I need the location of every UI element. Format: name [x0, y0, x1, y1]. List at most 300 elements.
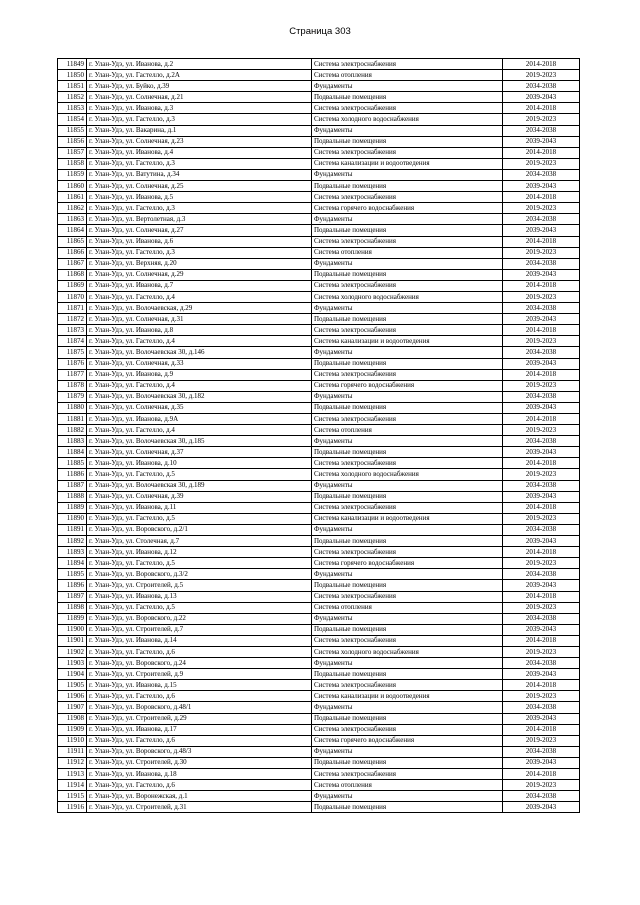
address-cell: г. Улан-Удэ, ул. Волочаевская 30, д.189: [87, 480, 312, 491]
page-title: Страница 303: [289, 26, 351, 37]
period-cell: 2034-2038: [503, 125, 580, 136]
table-row: [58, 547, 580, 558]
address-cell: г. Улан-Удэ, ул. Солнечная, д.25: [87, 181, 312, 192]
row-number: 11908: [58, 713, 87, 724]
system-cell: Система электроснабжения: [312, 414, 503, 425]
row-number: 11899: [58, 613, 87, 624]
address-cell: г. Улан-Удэ, ул. Иванова, д.15: [87, 680, 312, 691]
period-cell: 2014-2018: [503, 414, 580, 425]
table-row: [58, 214, 580, 225]
system-cell: Фундаменты: [312, 169, 503, 180]
period-cell: 2039-2043: [503, 358, 580, 369]
table-row: [58, 502, 580, 513]
address-cell: г. Улан-Удэ, ул. Иванова, д.9А: [87, 414, 312, 425]
system-cell: Подвальные помещения: [312, 757, 503, 768]
table-row: [58, 680, 580, 691]
table-row: [58, 169, 580, 180]
period-cell: 2034-2038: [503, 258, 580, 269]
row-number: 11880: [58, 402, 87, 413]
row-number: 11878: [58, 380, 87, 391]
address-cell: г. Улан-Удэ, ул. Иванова, д.9: [87, 369, 312, 380]
system-cell: Система горячего водоснабжения: [312, 735, 503, 746]
system-cell: Подвальные помещения: [312, 136, 503, 147]
system-cell: Система электроснабжения: [312, 769, 503, 780]
system-cell: Подвальные помещения: [312, 225, 503, 236]
system-cell: Система отопления: [312, 70, 503, 81]
row-number: 11861: [58, 192, 87, 203]
period-cell: 2014-2018: [503, 103, 580, 114]
address-cell: г. Улан-Удэ, ул. Гастелло, д.5: [87, 602, 312, 613]
table-row: [58, 491, 580, 502]
row-number: 11856: [58, 136, 87, 147]
system-cell: Фундаменты: [312, 436, 503, 447]
table-row: [58, 380, 580, 391]
row-number: 11893: [58, 547, 87, 558]
period-cell: 2019-2023: [503, 735, 580, 746]
row-number: 11887: [58, 480, 87, 491]
system-cell: Система электроснабжения: [312, 59, 503, 70]
table-row: [58, 125, 580, 136]
address-cell: г. Улан-Удэ, ул. Строителей, д.30: [87, 757, 312, 768]
address-cell: г. Улан-Удэ, ул. Солнечная, д.23: [87, 136, 312, 147]
system-cell: Система холодного водоснабжения: [312, 646, 503, 657]
table-row: [58, 391, 580, 402]
table-row: [58, 402, 580, 413]
row-number: 11863: [58, 214, 87, 225]
system-cell: Подвальные помещения: [312, 713, 503, 724]
address-cell: г. Улан-Удэ, ул. Верхняя, д.20: [87, 258, 312, 269]
address-cell: г. Улан-Удэ, ул. Солнечная, д.31: [87, 314, 312, 325]
table-row: [58, 669, 580, 680]
address-cell: г. Улан-Удэ, ул. Воровского, д.48/1: [87, 702, 312, 713]
table-row: [58, 513, 580, 524]
system-cell: Система электроснабжения: [312, 547, 503, 558]
system-cell: Система канализации и водоотведения: [312, 513, 503, 524]
table-row: [58, 580, 580, 591]
row-number: 11892: [58, 536, 87, 547]
period-cell: 2039-2043: [503, 314, 580, 325]
address-cell: г. Улан-Удэ, ул. Гастелло, д.6: [87, 780, 312, 791]
table-row: [58, 702, 580, 713]
row-number: 11909: [58, 724, 87, 735]
row-number: 11889: [58, 502, 87, 513]
system-cell: Система канализации и водоотведения: [312, 336, 503, 347]
row-number: 11884: [58, 447, 87, 458]
system-cell: Фундаменты: [312, 613, 503, 624]
address-cell: г. Улан-Удэ, ул. Гастелло, д.6: [87, 646, 312, 657]
table-row: [58, 258, 580, 269]
row-number: 11868: [58, 269, 87, 280]
address-cell: г. Улан-Удэ, ул. Гастелло, д.4: [87, 336, 312, 347]
period-cell: 2039-2043: [503, 402, 580, 413]
table-row: [58, 635, 580, 646]
address-cell: г. Улан-Удэ, ул. Гастелло, д.3: [87, 247, 312, 258]
period-cell: 2034-2038: [503, 702, 580, 713]
row-number: 11890: [58, 513, 87, 524]
period-cell: 2034-2038: [503, 480, 580, 491]
table-row: [58, 414, 580, 425]
address-cell: г. Улан-Удэ, ул. Иванова, д.7: [87, 280, 312, 291]
row-number: 11850: [58, 70, 87, 81]
period-cell: 2019-2023: [503, 247, 580, 258]
address-cell: г. Улан-Удэ, ул. Гастелло, д.6: [87, 735, 312, 746]
row-number: 11888: [58, 491, 87, 502]
table-row: [58, 558, 580, 569]
system-cell: Система электроснабжения: [312, 635, 503, 646]
table-row: [58, 447, 580, 458]
system-cell: Система горячего водоснабжения: [312, 558, 503, 569]
row-number: 11904: [58, 669, 87, 680]
period-cell: 2034-2038: [503, 658, 580, 669]
address-cell: г. Улан-Удэ, ул. Воровского, д.24: [87, 658, 312, 669]
table-row: [58, 436, 580, 447]
row-number: 11894: [58, 558, 87, 569]
table-row: [58, 480, 580, 491]
row-number: 11913: [58, 769, 87, 780]
system-cell: Система электроснабжения: [312, 502, 503, 513]
system-cell: Фундаменты: [312, 258, 503, 269]
period-cell: 2019-2023: [503, 602, 580, 613]
period-cell: 2034-2038: [503, 303, 580, 314]
period-cell: 2019-2023: [503, 513, 580, 524]
period-cell: 2034-2038: [503, 391, 580, 402]
system-cell: Система электроснабжения: [312, 103, 503, 114]
address-cell: г. Улан-Удэ, ул. Гастелло, д.3: [87, 203, 312, 214]
table-row: [58, 314, 580, 325]
row-number: 11883: [58, 436, 87, 447]
row-number: 11875: [58, 347, 87, 358]
system-cell: Подвальные помещения: [312, 181, 503, 192]
period-cell: 2014-2018: [503, 769, 580, 780]
address-cell: г. Улан-Удэ, ул. Иванова, д.8: [87, 325, 312, 336]
system-cell: Подвальные помещения: [312, 669, 503, 680]
period-cell: 2019-2023: [503, 691, 580, 702]
row-number: 11865: [58, 236, 87, 247]
system-cell: Система электроснабжения: [312, 724, 503, 735]
system-cell: Фундаменты: [312, 391, 503, 402]
address-cell: г. Улан-Удэ, ул. Солнечная, д.39: [87, 491, 312, 502]
period-cell: 2034-2038: [503, 81, 580, 92]
period-cell: 2019-2023: [503, 425, 580, 436]
address-cell: г. Улан-Удэ, ул. Иванова, д.18: [87, 769, 312, 780]
system-cell: Фундаменты: [312, 658, 503, 669]
period-cell: 2019-2023: [503, 203, 580, 214]
system-cell: Подвальные помещения: [312, 402, 503, 413]
system-cell: Подвальные помещения: [312, 269, 503, 280]
row-number: 11912: [58, 757, 87, 768]
row-number: 11860: [58, 181, 87, 192]
table-row: [58, 158, 580, 169]
system-cell: Подвальные помещения: [312, 536, 503, 547]
period-cell: 2034-2038: [503, 169, 580, 180]
period-cell: 2019-2023: [503, 336, 580, 347]
address-cell: г. Улан-Удэ, ул. Иванова, д.12: [87, 547, 312, 558]
row-number: 11901: [58, 635, 87, 646]
row-number: 11886: [58, 469, 87, 480]
row-number: 11852: [58, 92, 87, 103]
system-cell: Система холодного водоснабжения: [312, 469, 503, 480]
table-row: [58, 780, 580, 791]
table-row: [58, 103, 580, 114]
row-number: 11903: [58, 658, 87, 669]
address-cell: г. Улан-Удэ, ул. Солнечная, д.33: [87, 358, 312, 369]
period-cell: 2039-2043: [503, 92, 580, 103]
row-number: 11867: [58, 258, 87, 269]
period-cell: 2014-2018: [503, 547, 580, 558]
system-cell: Система канализации и водоотведения: [312, 691, 503, 702]
system-cell: Фундаменты: [312, 214, 503, 225]
row-number: 11905: [58, 680, 87, 691]
row-number: 11895: [58, 569, 87, 580]
table-row: [58, 624, 580, 635]
period-cell: 2034-2038: [503, 436, 580, 447]
period-cell: 2039-2043: [503, 624, 580, 635]
address-cell: г. Улан-Удэ, ул. Иванова, д.5: [87, 192, 312, 203]
table-row: [58, 92, 580, 103]
table-row: [58, 247, 580, 258]
row-number: 11864: [58, 225, 87, 236]
row-number: 11853: [58, 103, 87, 114]
table-row: [58, 303, 580, 314]
table-row: [58, 569, 580, 580]
table-row: [58, 325, 580, 336]
system-cell: Подвальные помещения: [312, 314, 503, 325]
address-cell: г. Улан-Удэ, ул. Солнечная, д.27: [87, 225, 312, 236]
system-cell: Система электроснабжения: [312, 325, 503, 336]
table-row: [58, 791, 580, 802]
address-cell: г. Улан-Удэ, ул. Гастелло, д.4: [87, 380, 312, 391]
period-cell: 2014-2018: [503, 680, 580, 691]
row-number: 11898: [58, 602, 87, 613]
table-row: [58, 746, 580, 757]
address-cell: г. Улан-Удэ, ул. Волочаевская 30, д.182: [87, 391, 312, 402]
table-row: [58, 192, 580, 203]
address-cell: г. Улан-Удэ, ул. Солнечная, д.29: [87, 269, 312, 280]
table-row: [58, 646, 580, 657]
address-cell: г. Улан-Удэ, ул. Гастелло, д.5: [87, 558, 312, 569]
row-number: 11900: [58, 624, 87, 635]
row-number: 11906: [58, 691, 87, 702]
table-row: [58, 713, 580, 724]
system-cell: Система электроснабжения: [312, 591, 503, 602]
registry-table: [57, 58, 580, 813]
address-cell: г. Улан-Удэ, ул. Волочаевская 30, д.185: [87, 436, 312, 447]
period-cell: 2039-2043: [503, 580, 580, 591]
period-cell: 2039-2043: [503, 225, 580, 236]
system-cell: Система холодного водоснабжения: [312, 291, 503, 302]
address-cell: г. Улан-Удэ, ул. Воровского, д.2/1: [87, 524, 312, 535]
period-cell: 2014-2018: [503, 458, 580, 469]
system-cell: Система холодного водоснабжения: [312, 114, 503, 125]
period-cell: 2014-2018: [503, 635, 580, 646]
table-row: [58, 136, 580, 147]
period-cell: 2039-2043: [503, 536, 580, 547]
system-cell: Подвальные помещения: [312, 447, 503, 458]
period-cell: 2014-2018: [503, 280, 580, 291]
row-number: 11881: [58, 414, 87, 425]
row-number: 11896: [58, 580, 87, 591]
row-number: 11885: [58, 458, 87, 469]
table-row: [58, 802, 580, 813]
address-cell: г. Улан-Удэ, ул. Строителей, д.7: [87, 624, 312, 635]
table-row: [58, 757, 580, 768]
period-cell: 2019-2023: [503, 70, 580, 81]
period-cell: 2039-2043: [503, 136, 580, 147]
system-cell: Фундаменты: [312, 702, 503, 713]
table-row: [58, 591, 580, 602]
address-cell: г. Улан-Удэ, ул. Волочаевская 30, д.146: [87, 347, 312, 358]
table-row: [58, 236, 580, 247]
address-cell: г. Улан-Удэ, ул. Солнечная, д.37: [87, 447, 312, 458]
system-cell: Подвальные помещения: [312, 92, 503, 103]
period-cell: 2019-2023: [503, 380, 580, 391]
system-cell: Система горячего водоснабжения: [312, 380, 503, 391]
period-cell: 2014-2018: [503, 591, 580, 602]
period-cell: 2039-2043: [503, 757, 580, 768]
row-number: 11907: [58, 702, 87, 713]
table-row: [58, 114, 580, 125]
table-row: [58, 524, 580, 535]
system-cell: Система электроснабжения: [312, 680, 503, 691]
address-cell: г. Улан-Удэ, ул. Гастелло, д.3: [87, 158, 312, 169]
address-cell: г. Улан-Удэ, ул. Иванова, д.4: [87, 147, 312, 158]
row-number: 11891: [58, 524, 87, 535]
address-cell: г. Улан-Удэ, ул. Строителей, д.5: [87, 580, 312, 591]
system-cell: Подвальные помещения: [312, 580, 503, 591]
row-number: 11902: [58, 646, 87, 657]
table-row: [58, 81, 580, 92]
address-cell: г. Улан-Удэ, ул. Строителей, д.29: [87, 713, 312, 724]
address-cell: г. Улан-Удэ, ул. Гастелло, д.6: [87, 691, 312, 702]
system-cell: Система горячего водоснабжения: [312, 203, 503, 214]
period-cell: 2039-2043: [503, 447, 580, 458]
table-row: [58, 269, 580, 280]
period-cell: 2039-2043: [503, 491, 580, 502]
row-number: 11855: [58, 125, 87, 136]
system-cell: Система отопления: [312, 425, 503, 436]
system-cell: Система электроснабжения: [312, 458, 503, 469]
system-cell: Фундаменты: [312, 125, 503, 136]
period-cell: 2039-2043: [503, 669, 580, 680]
row-number: 11873: [58, 325, 87, 336]
row-number: 11858: [58, 158, 87, 169]
address-cell: г. Улан-Удэ, ул. Вертолетная, д.3: [87, 214, 312, 225]
table-row: [58, 347, 580, 358]
row-number: 11914: [58, 780, 87, 791]
address-cell: г. Улан-Удэ, ул. Строителей, д.31: [87, 802, 312, 813]
period-cell: 2014-2018: [503, 724, 580, 735]
system-cell: Система отопления: [312, 602, 503, 613]
row-number: 11877: [58, 369, 87, 380]
system-cell: Фундаменты: [312, 746, 503, 757]
row-number: 11869: [58, 280, 87, 291]
address-cell: г. Улан-Удэ, ул. Воровского, д.3/2: [87, 569, 312, 580]
period-cell: 2039-2043: [503, 181, 580, 192]
row-number: 11870: [58, 291, 87, 302]
table-row: [58, 735, 580, 746]
address-cell: г. Улан-Удэ, ул. Иванова, д.14: [87, 635, 312, 646]
row-number: 11897: [58, 591, 87, 602]
system-cell: Система электроснабжения: [312, 280, 503, 291]
row-number: 11874: [58, 336, 87, 347]
row-number: 11915: [58, 791, 87, 802]
period-cell: 2019-2023: [503, 158, 580, 169]
address-cell: г. Улан-Удэ, ул. Волочаевская, д.29: [87, 303, 312, 314]
row-number: 11911: [58, 746, 87, 757]
table-row: [58, 181, 580, 192]
period-cell: 2034-2038: [503, 569, 580, 580]
system-cell: Фундаменты: [312, 347, 503, 358]
period-cell: 2034-2038: [503, 746, 580, 757]
table-row: [58, 225, 580, 236]
table-row: [58, 724, 580, 735]
address-cell: г. Улан-Удэ, ул. Иванова, д.11: [87, 502, 312, 513]
period-cell: 2039-2043: [503, 269, 580, 280]
period-cell: 2019-2023: [503, 646, 580, 657]
address-cell: г. Улан-Удэ, ул. Гастелло, д.4: [87, 425, 312, 436]
period-cell: 2034-2038: [503, 613, 580, 624]
address-cell: г. Улан-Удэ, ул. Иванова, д.2: [87, 59, 312, 70]
address-cell: г. Улан-Удэ, ул. Гастелло, д.5: [87, 469, 312, 480]
row-number: 11879: [58, 391, 87, 402]
address-cell: г. Улан-Удэ, ул. Гастелло, д.4: [87, 291, 312, 302]
row-number: 11882: [58, 425, 87, 436]
system-cell: Система электроснабжения: [312, 192, 503, 203]
row-number: 11854: [58, 114, 87, 125]
period-cell: 2014-2018: [503, 502, 580, 513]
table-row: [58, 613, 580, 624]
table-row: [58, 280, 580, 291]
address-cell: г. Улан-Удэ, ул. Гастелло, д.2А: [87, 70, 312, 81]
address-cell: г. Улан-Удэ, ул. Солнечная, д.21: [87, 92, 312, 103]
row-number: 11862: [58, 203, 87, 214]
table-row: [58, 358, 580, 369]
address-cell: г. Улан-Удэ, ул. Буйко, д.39: [87, 81, 312, 92]
system-cell: Система электроснабжения: [312, 147, 503, 158]
system-cell: Фундаменты: [312, 569, 503, 580]
period-cell: 2034-2038: [503, 524, 580, 535]
system-cell: Подвальные помещения: [312, 624, 503, 635]
registry-table-body: [58, 59, 580, 813]
system-cell: Фундаменты: [312, 303, 503, 314]
period-cell: 2019-2023: [503, 469, 580, 480]
period-cell: 2034-2038: [503, 347, 580, 358]
row-number: 11866: [58, 247, 87, 258]
row-number: 11910: [58, 735, 87, 746]
address-cell: г. Улан-Удэ, ул. Иванова, д.10: [87, 458, 312, 469]
period-cell: 2014-2018: [503, 59, 580, 70]
period-cell: 2014-2018: [503, 192, 580, 203]
table-row: [58, 336, 580, 347]
period-cell: 2014-2018: [503, 147, 580, 158]
address-cell: г. Улан-Удэ, ул. Воровского, д.48/3: [87, 746, 312, 757]
system-cell: Подвальные помещения: [312, 802, 503, 813]
row-number: 11916: [58, 802, 87, 813]
address-cell: г. Улан-Удэ, ул. Столечная, д.7: [87, 536, 312, 547]
period-cell: 2019-2023: [503, 558, 580, 569]
table-row: [58, 425, 580, 436]
system-cell: Фундаменты: [312, 524, 503, 535]
table-row: [58, 658, 580, 669]
table-row: [58, 602, 580, 613]
address-cell: г. Улан-Удэ, ул. Гастелло, д.3: [87, 114, 312, 125]
table-row: [58, 291, 580, 302]
system-cell: Подвальные помещения: [312, 358, 503, 369]
address-cell: г. Улан-Удэ, ул. Строителей, д.9: [87, 669, 312, 680]
row-number: 11859: [58, 169, 87, 180]
table-row: [58, 458, 580, 469]
row-number: 11871: [58, 303, 87, 314]
